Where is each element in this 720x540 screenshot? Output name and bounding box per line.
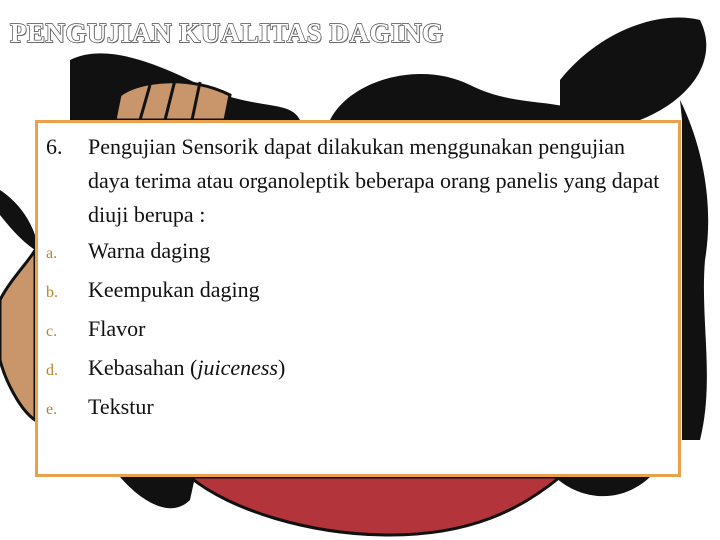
list-item-text-after: ) (278, 355, 286, 380)
content-box (35, 120, 681, 477)
bg-shape-left-edge (0, 250, 35, 420)
list-marker: c. (46, 323, 58, 340)
list-item-text-italic: juiceness (197, 355, 278, 380)
list-item-text: Warna daging (88, 238, 211, 263)
list-item-text: Pengujian Sensorik dapat dilakukan menggunakan pengujian daya terima atau organoleptik beberapa orang panelis yang dapat diuji berupa : (88, 134, 660, 227)
bg-shape-right-edge (680, 100, 708, 440)
bg-shape-top-right (560, 18, 706, 121)
list-item-text-before: Kebasahan ( (88, 355, 198, 380)
list-item-intro (46, 130, 670, 232)
bg-shape-bottom-red (190, 477, 560, 535)
list-marker: b. (46, 284, 58, 301)
list-item (46, 350, 670, 389)
list-item (46, 233, 670, 272)
list-item (46, 389, 670, 428)
list-marker: d. (46, 362, 58, 379)
list-item-text: Tekstur (88, 394, 154, 419)
list-item (46, 311, 670, 350)
slide-title: PENGUJIAN KUALITAS DAGING (10, 18, 444, 48)
list-item (46, 272, 670, 311)
list-marker: e. (46, 401, 58, 418)
list-item-text: Keempukan daging (88, 277, 260, 302)
list-marker: 6. (46, 134, 63, 159)
bg-shape-top-center (330, 74, 600, 120)
list-marker: a. (46, 245, 58, 262)
list-item-text (88, 350, 670, 386)
list-item-text: Flavor (88, 316, 146, 341)
